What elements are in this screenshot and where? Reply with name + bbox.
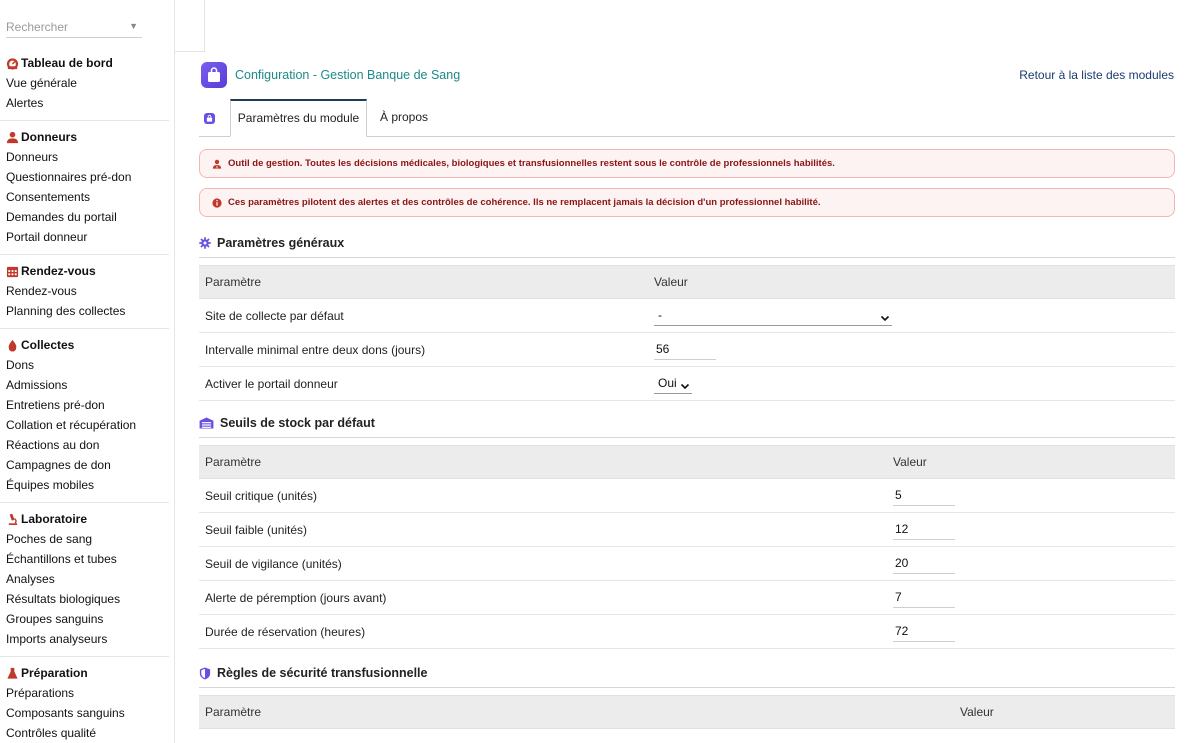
gear-icon xyxy=(199,237,211,249)
security-rules-table xyxy=(199,695,1175,729)
sidebar-item-analyses[interactable]: Analyses xyxy=(6,572,55,586)
user-md-icon xyxy=(212,159,222,169)
seuil-faible-input[interactable] xyxy=(893,520,955,540)
page-title: Configuration - Gestion Banque de Sang xyxy=(235,68,461,82)
column-header-param: Paramètre xyxy=(199,696,954,729)
alert-text: Ces paramètres pilotent des alertes et des contrôles de cohérence. Ils ne remplacent jamais la décision d'un professionnel habilité. xyxy=(228,197,821,208)
param-label: Alerte de péremption (jours avant) xyxy=(199,581,887,615)
sidebar-divider xyxy=(0,328,169,329)
sidebar-divider xyxy=(0,502,169,503)
sidebar-item-alertes[interactable]: Alertes xyxy=(6,96,44,110)
site-collecte-select[interactable] xyxy=(654,306,892,326)
sidebar-group-rendez-vous xyxy=(0,261,169,321)
sidebar-group-title[interactable] xyxy=(0,509,169,529)
alerte-peremption-input[interactable] xyxy=(893,588,955,608)
sidebar-item-admissions[interactable]: Admissions xyxy=(6,378,68,392)
section-title-securite xyxy=(199,666,1175,688)
dashboard-icon xyxy=(6,57,19,70)
value-cell xyxy=(887,581,1175,615)
sidebar-group-label: Rendez-vous xyxy=(21,264,96,278)
column-header-param: Paramètre xyxy=(199,446,887,479)
sidebar-item-donneurs[interactable]: Donneurs xyxy=(6,150,59,164)
sidebar-item-poches[interactable]: Poches de sang xyxy=(6,532,93,546)
search-input[interactable] xyxy=(6,19,124,35)
sidebar-group-dashboard xyxy=(0,53,169,113)
column-header-value: Valeur xyxy=(954,696,1175,729)
sidebar-item-portail-donneur[interactable]: Portail donneur xyxy=(6,230,88,244)
sidebar-item-imports[interactable]: Imports analyseurs xyxy=(6,632,108,646)
chevron-down-icon[interactable]: ▼ xyxy=(129,21,138,31)
value-cell xyxy=(648,299,1175,333)
shield-icon xyxy=(199,667,211,680)
value-cell xyxy=(887,513,1175,547)
chevron-down-icon xyxy=(880,310,890,329)
table-row xyxy=(199,581,1175,615)
back-to-modules-link[interactable]: Retour à la liste des modules xyxy=(1019,68,1174,82)
sidebar-group-donneurs xyxy=(0,127,169,247)
sidebar-group-label: Tableau de bord xyxy=(21,56,113,70)
main-content xyxy=(199,0,1175,743)
section-title-text: Paramètres généraux xyxy=(217,236,345,250)
section-title-text: Seuils de stock par défaut xyxy=(220,416,375,430)
sidebar xyxy=(0,0,175,743)
stock-thresholds-table xyxy=(199,445,1175,649)
sidebar-item-campagnes[interactable]: Campagnes de don xyxy=(6,458,111,472)
info-alert xyxy=(199,188,1175,217)
table-header-row xyxy=(199,446,1175,479)
table-header-row xyxy=(199,696,1175,729)
chevron-down-icon xyxy=(680,378,690,397)
intervalle-dons-input[interactable] xyxy=(654,340,716,360)
sidebar-item-resultats[interactable]: Résultats biologiques xyxy=(6,592,121,606)
value-cell xyxy=(648,367,1175,401)
table-row xyxy=(199,367,1175,401)
table-row xyxy=(199,299,1175,333)
sidebar-divider xyxy=(0,254,169,255)
sidebar-item-questionnaires[interactable]: Questionnaires pré-don xyxy=(6,170,132,184)
search-box[interactable] xyxy=(6,18,142,38)
section-title-text: Règles de sécurité transfusionnelle xyxy=(217,666,428,680)
warehouse-icon xyxy=(199,417,214,429)
param-label: Activer le portail donneur xyxy=(199,367,648,401)
sidebar-group-label: Collectes xyxy=(21,338,75,352)
table-row xyxy=(199,547,1175,581)
sidebar-item-controles-qualite[interactable]: Contrôles qualité xyxy=(6,726,97,740)
sidebar-item-composants[interactable]: Composants sanguins xyxy=(6,706,125,720)
table-row xyxy=(199,479,1175,513)
sidebar-item-preparations[interactable]: Préparations xyxy=(6,686,75,700)
sidebar-item-entretiens[interactable]: Entretiens pré-don xyxy=(6,398,105,412)
sidebar-item-planning-collectes[interactable]: Planning des collectes xyxy=(6,304,126,318)
column-header-value: Valeur xyxy=(648,266,1175,299)
select-value: Oui xyxy=(658,375,677,390)
sidebar-item-consentements[interactable]: Consentements xyxy=(6,190,91,204)
select-value: - xyxy=(658,307,662,322)
info-icon xyxy=(212,198,222,208)
sidebar-item-groupes-sanguins[interactable]: Groupes sanguins xyxy=(6,612,104,626)
param-label: Seuil faible (unités) xyxy=(199,513,887,547)
value-cell xyxy=(887,479,1175,513)
duree-reservation-input[interactable] xyxy=(893,622,955,642)
section-title-general xyxy=(199,236,1175,258)
sidebar-group-title[interactable] xyxy=(0,261,169,281)
portail-donneur-select[interactable] xyxy=(654,374,692,394)
sidebar-group-collectes xyxy=(0,335,169,495)
param-label: Intervalle minimal entre deux dons (jours) xyxy=(199,333,648,367)
sidebar-group-label: Donneurs xyxy=(21,130,78,144)
sidebar-item-collation[interactable]: Collation et récupération xyxy=(6,418,137,432)
general-params-table xyxy=(199,265,1175,401)
sidebar-group-title[interactable] xyxy=(0,127,169,147)
calendar-icon xyxy=(6,265,19,278)
section-title-stock xyxy=(199,416,1175,438)
user-icon xyxy=(6,131,19,144)
sidebar-group-title[interactable] xyxy=(0,663,169,683)
column-header-value: Valeur xyxy=(887,446,1175,479)
sidebar-item-demandes-portail[interactable]: Demandes du portail xyxy=(6,210,117,224)
sidebar-item-reactions[interactable]: Réactions au don xyxy=(6,438,100,452)
table-row xyxy=(199,615,1175,649)
sidebar-group-laboratoire xyxy=(0,509,169,649)
sidebar-group-title[interactable] xyxy=(0,53,169,73)
sidebar-group-label: Laboratoire xyxy=(21,512,88,526)
drop-icon xyxy=(6,339,19,352)
value-cell xyxy=(887,615,1175,649)
value-cell xyxy=(887,547,1175,581)
table-row xyxy=(199,513,1175,547)
microscope-icon xyxy=(6,513,19,526)
module-icon xyxy=(201,62,227,88)
param-label: Site de collecte par défaut xyxy=(199,299,648,333)
sidebar-item-echantillons[interactable]: Échantillons et tubes xyxy=(6,552,117,566)
sidebar-group-label: Préparation xyxy=(21,666,88,680)
warning-alert xyxy=(199,149,1175,178)
flask-icon xyxy=(6,667,19,680)
alert-text: Outil de gestion. Toutes les décisions médicales, biologiques et transfusionnelles restent sous le contrôle de professionnels habilités. xyxy=(228,158,835,169)
sidebar-item-vue-generale[interactable]: Vue générale xyxy=(6,76,77,90)
module-tab-icon[interactable] xyxy=(204,113,215,124)
sidebar-group-preparation xyxy=(0,663,169,743)
tab-parametres[interactable]: Paramètres du module xyxy=(230,99,367,137)
param-label: Seuil critique (unités) xyxy=(199,479,887,513)
sidebar-item-equipes-mobiles[interactable]: Équipes mobiles xyxy=(6,478,95,492)
tab-a-propos[interactable]: À propos xyxy=(380,110,429,124)
tabs-bar xyxy=(199,99,1175,137)
sidebar-item-dons[interactable]: Dons xyxy=(6,358,35,372)
param-label: Seuil de vigilance (unités) xyxy=(199,547,887,581)
value-cell xyxy=(648,333,1175,367)
seuil-critique-input[interactable] xyxy=(893,486,955,506)
sidebar-divider xyxy=(0,120,169,121)
sidebar-item-rendez-vous[interactable]: Rendez-vous xyxy=(6,284,77,298)
table-header-row xyxy=(199,266,1175,299)
seuil-vigilance-input[interactable] xyxy=(893,554,955,574)
sidebar-divider xyxy=(0,656,169,657)
sidebar-group-title[interactable] xyxy=(0,335,169,355)
param-label: Durée de réservation (heures) xyxy=(199,615,887,649)
table-row xyxy=(199,333,1175,367)
column-header-param: Paramètre xyxy=(199,266,648,299)
